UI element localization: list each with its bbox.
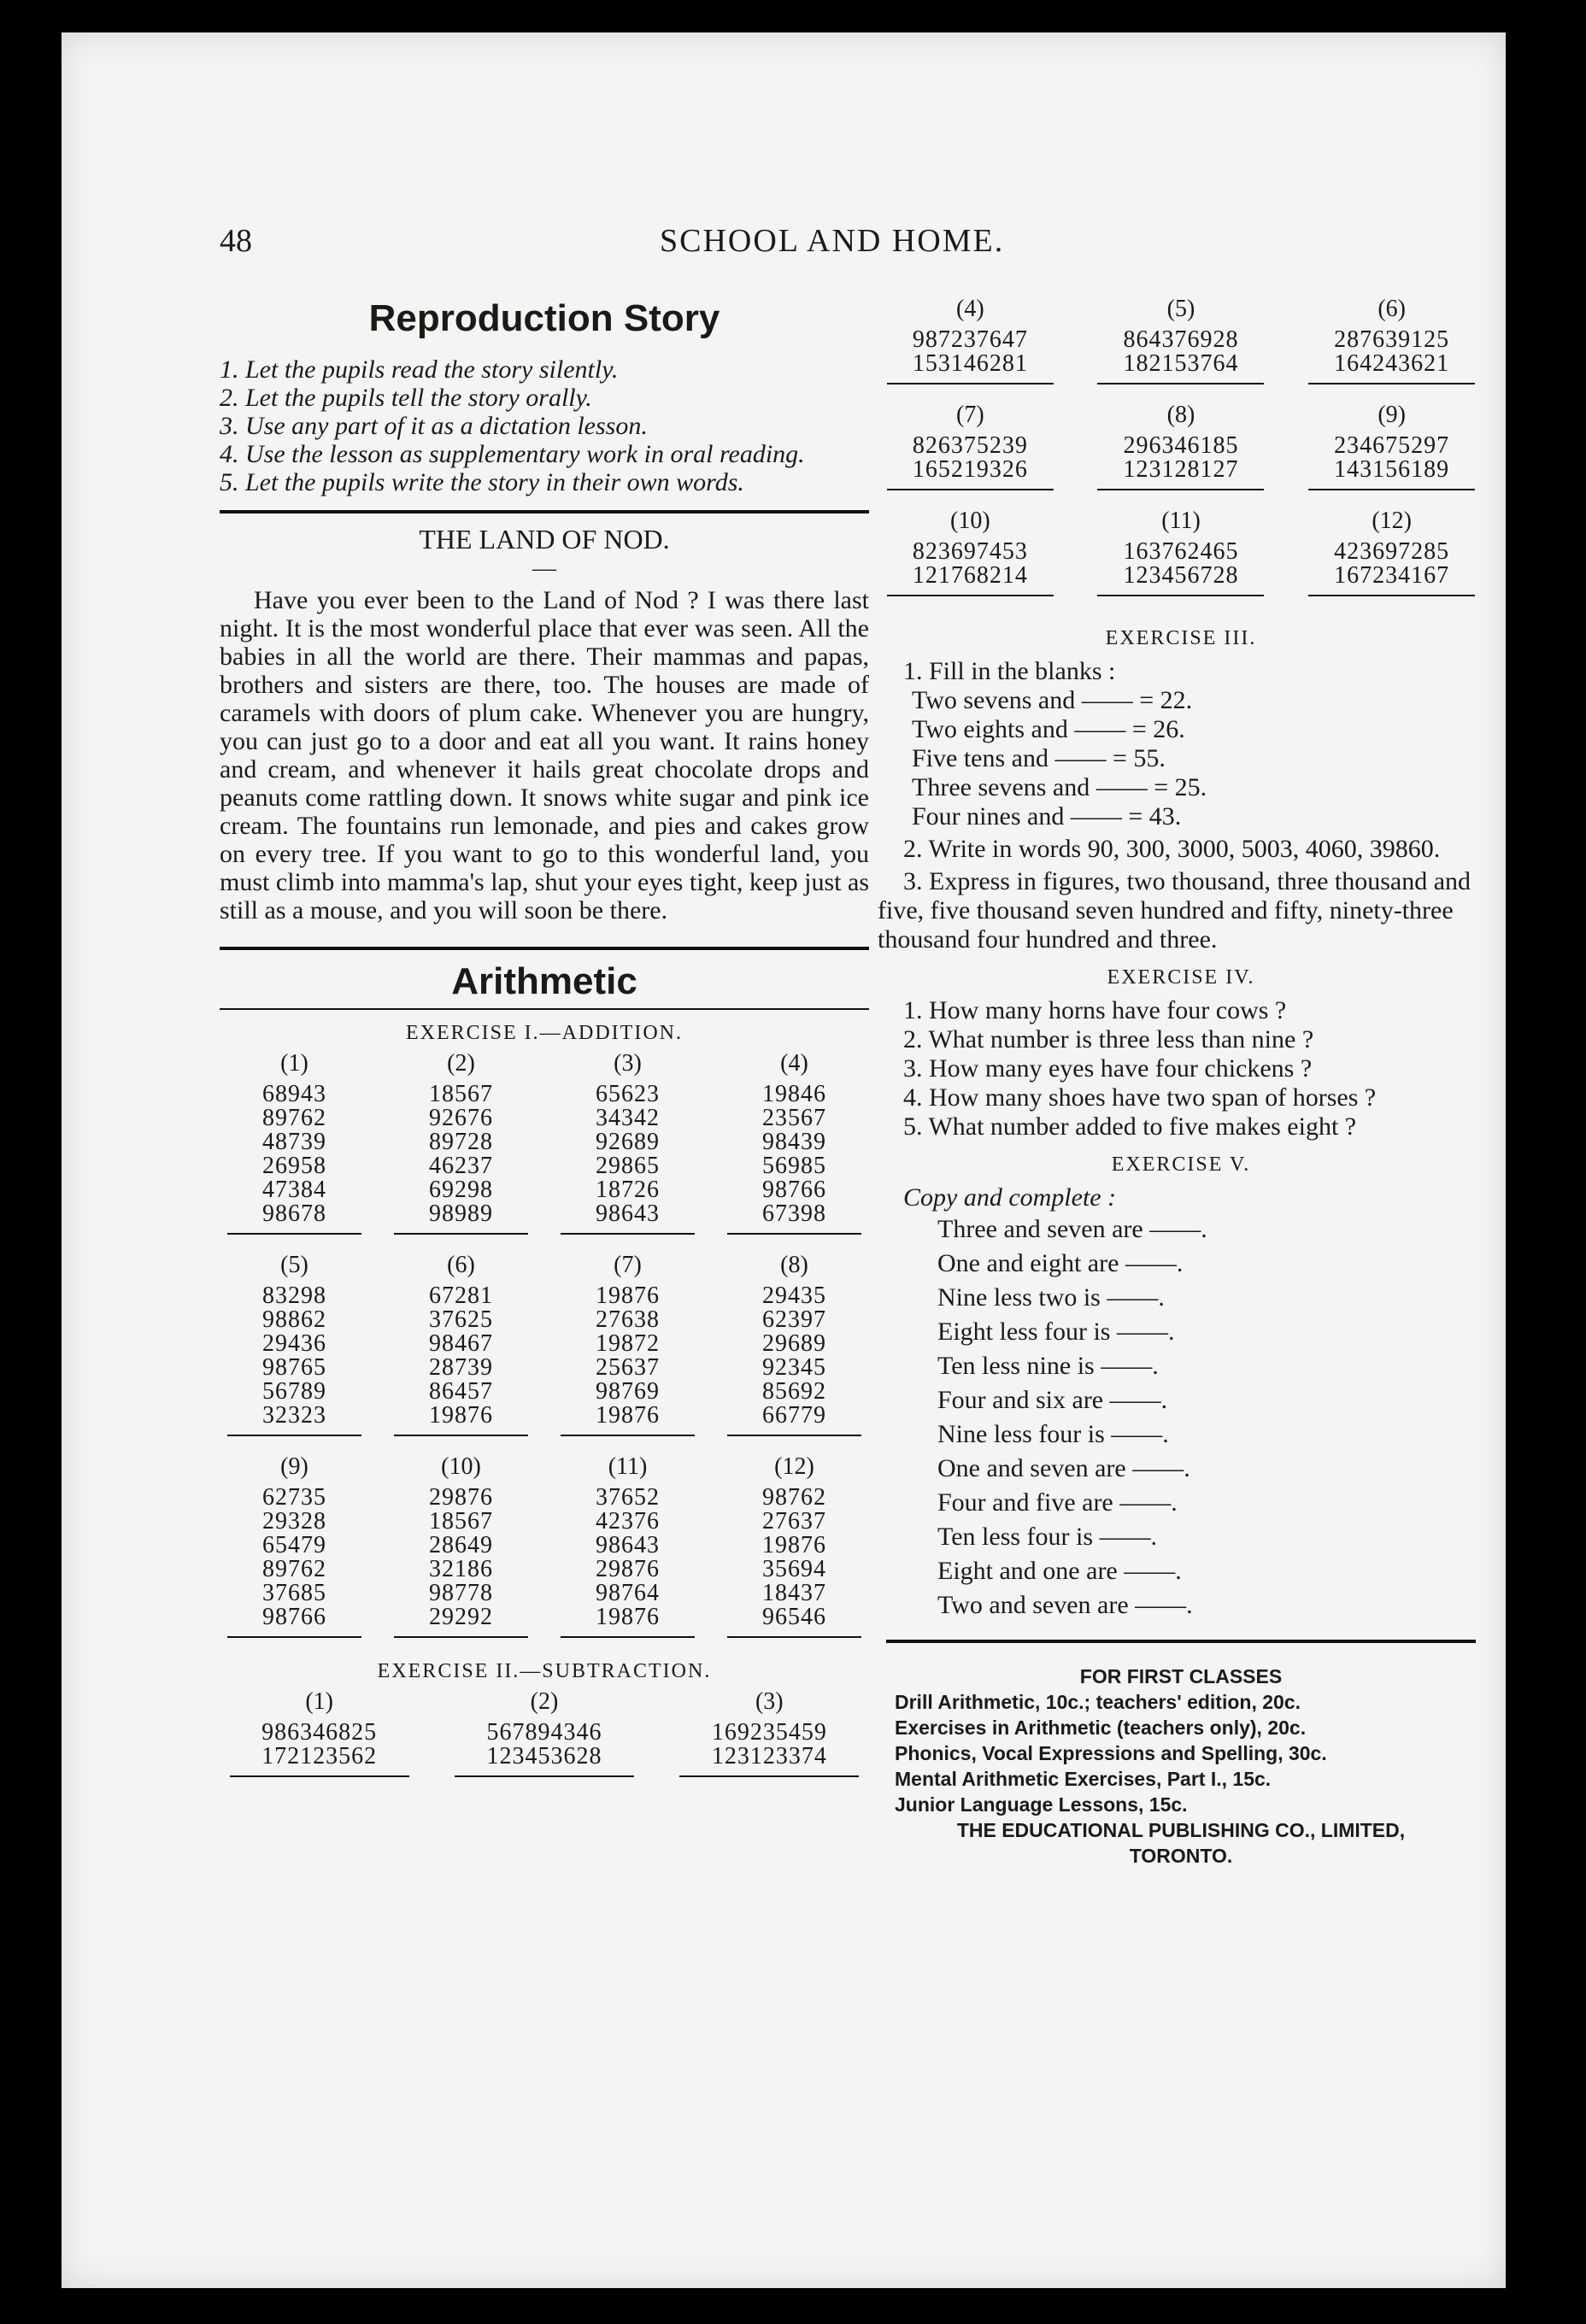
arithmetic-problem [878,403,1063,490]
problem-number: 98862 [262,1306,326,1333]
advert-line: Exercises in Arithmetic (teachers only), 20c. [895,1717,1307,1739]
instruction: 5. Let the pupils write the story in their own words. [220,468,744,496]
problem-number: 29689 [762,1330,826,1357]
sum-line [887,383,1054,384]
arithmetic-problem [220,1455,369,1638]
arithmetic-problem [386,1052,536,1235]
problem-number: 287639125 [1334,326,1450,353]
problem-number: 19876 [596,1282,660,1309]
right-column [878,297,1484,1869]
problem-number: 23567 [762,1105,826,1131]
problem-number: 234675297 [1334,432,1450,459]
arithmetic-problem [553,1052,702,1235]
sum-line [679,1775,859,1777]
problem-label: (9) [280,1453,308,1480]
story-title: THE LAND OF NOD. [419,524,670,555]
arithmetic-problem [553,1253,702,1436]
ex5-intro: Copy and complete : [903,1183,1117,1212]
problem-number: 98762 [762,1484,826,1511]
arithmetic-problem [1299,297,1484,384]
problem-number: 34342 [596,1105,660,1131]
question: 4. How many shoes have two span of horses ? [903,1083,1377,1112]
problem-number: 987237647 [912,326,1028,353]
problem-label: (6) [447,1252,475,1278]
problem-number: 121768214 [912,562,1028,589]
problem-label: (12) [1372,508,1412,534]
problem-label: (12) [774,1453,814,1480]
problem-number: 68943 [262,1081,326,1107]
divider [886,1640,1476,1643]
problem-number: 86457 [429,1378,493,1405]
copy-line: Nine less four is ——. [937,1420,1169,1448]
sum-line [227,1435,362,1436]
problem-number: 98467 [429,1330,493,1357]
problem-number: 37685 [262,1580,326,1606]
sum-line [887,595,1054,596]
problem-number: 42376 [596,1508,660,1535]
sum-line [1308,595,1475,596]
problem-number: 56985 [762,1153,826,1179]
problem-number: 153146281 [912,350,1028,377]
arithmetic-problem [553,1455,702,1638]
problem-number: 67398 [762,1200,826,1227]
problem-label: (8) [1166,402,1195,428]
problem-number: 19872 [596,1330,660,1357]
problem-number: 85692 [762,1378,826,1405]
sum-line [227,1636,362,1638]
sum-line [561,1435,696,1436]
arithmetic-problem [1299,509,1484,596]
blank-line: Two sevens and —— = 22. [912,686,1193,714]
problem-label: (2) [447,1050,475,1077]
arithmetic-problem [670,1690,869,1777]
problem-number: 89762 [262,1556,326,1582]
advert-line: Mental Arithmetic Exercises, Part I., 15c. [895,1768,1272,1790]
reproduction-title: Reproduction Story [368,297,720,339]
story-text: Have you ever been to the Land of Nod ? I was there last night. It is the most wonderful place that ever was seen. All the babies in all the world are there. Their mammas and papas, brothers and sisters are there, too. The houses are made of caramels with doors of plum cake. Whenever you are hungry, you can just go to a door and eat all you want. It rains honey and cream, and whenever it hails great chocolate drops and peanuts come rattling down. It snows white sugar and pink ice cream. The fountains run lemonade, and pies and cakes grow on every tree. If you want to go to this wonderful land, you must climb into mamma's lap, shut your eyes tight, keep just as still as a mouse, and you will soon be there. [220,586,869,924]
problem-number: 92689 [596,1129,660,1155]
problem-number: 123456728 [1123,562,1239,589]
problem-label: (7) [614,1252,642,1278]
sum-line [727,1636,862,1638]
copy-line: Four and six are ——. [937,1386,1168,1414]
subtraction-grid-right [878,297,1484,615]
problem-number: 18567 [429,1081,493,1107]
problem-number: 65479 [262,1532,326,1558]
problem-label: (6) [1377,296,1406,322]
problem-number: 29435 [762,1282,826,1309]
advert-city: TORONTO. [1129,1845,1233,1867]
problem-number: 826375239 [912,432,1028,459]
copy-line: Ten less nine is ——. [937,1352,1159,1380]
problem-number: 823697453 [912,538,1028,565]
problem-number: 67281 [429,1282,493,1309]
problem-number: 19876 [596,1402,660,1429]
problem-number: 98439 [762,1129,826,1155]
advert-lines [878,1689,1484,1817]
left-column [220,297,869,1796]
sum-line [1097,595,1264,596]
problem-number: 165219326 [912,456,1028,483]
ex4-list [878,996,1484,1141]
sum-line [1097,489,1264,490]
arithmetic-problem [220,1690,419,1777]
problem-number: 28739 [429,1354,493,1381]
blank-line: Five tens and —— = 55. [912,744,1166,772]
arithmetic-title: Arithmetic [451,960,637,1002]
problem-label: (5) [280,1252,308,1278]
sum-line [1308,383,1475,384]
arithmetic-problem [444,1690,643,1777]
problem-number: 92676 [429,1105,493,1131]
copy-line: Three and seven are ——. [937,1215,1207,1243]
sum-line [394,1636,529,1638]
problem-number: 32186 [429,1556,493,1582]
addition-grid [220,1052,869,1657]
arithmetic-problem [720,1052,869,1235]
problem-number: 98989 [429,1200,493,1227]
problem-label: (10) [441,1453,481,1480]
document-page [62,32,1506,2288]
reproduction-instructions [220,355,869,496]
problem-number: 18437 [762,1580,826,1606]
problem-number: 29876 [596,1556,660,1582]
arithmetic-problem [878,297,1063,384]
problem-label: (11) [1161,508,1201,534]
problem-number: 98765 [262,1354,326,1381]
problem-label: (8) [780,1252,808,1278]
arithmetic-problem [386,1253,536,1436]
exercise-1-title: EXERCISE I.—ADDITION. [406,1022,683,1044]
problem-number: 98766 [762,1177,826,1203]
problem-number: 96546 [762,1604,826,1630]
problem-number: 26958 [262,1153,326,1179]
sum-line [394,1233,529,1235]
problem-number: 98678 [262,1200,326,1227]
sum-line [227,1233,362,1235]
problem-number: 69298 [429,1177,493,1203]
problem-number: 123123374 [711,1743,827,1769]
problem-number: 28649 [429,1532,493,1558]
problem-number: 172123562 [261,1743,378,1769]
problem-number: 169235459 [711,1719,827,1746]
question: 2. What number is three less than nine ? [903,1025,1314,1053]
question: 5. What number added to five makes eight ? [903,1112,1357,1141]
problem-label: (1) [280,1050,308,1077]
problem-label: (10) [950,508,990,534]
problem-number: 47384 [262,1177,326,1203]
sum-line [561,1233,696,1235]
problem-number: 98778 [429,1580,493,1606]
problem-number: 65623 [596,1081,660,1107]
problem-number: 163762465 [1123,538,1239,565]
advertisement [878,1664,1484,1869]
question: 1. How many horns have four cows ? [903,996,1287,1024]
problem-number: 18567 [429,1508,493,1535]
problem-label: (11) [608,1453,648,1480]
divider [220,1008,869,1010]
problem-number: 89762 [262,1105,326,1131]
problem-number: 19876 [596,1604,660,1630]
problem-number: 167234167 [1334,562,1450,589]
arithmetic-problem [220,1253,369,1436]
problem-number: 27638 [596,1306,660,1333]
problem-label: (2) [530,1688,559,1715]
exercise-2-title: EXERCISE II.—SUBTRACTION. [377,1660,712,1682]
ex3-q3: 3. Express in figures, two thousand, three thousand and five, five thousand seven hundred and fifty, ninety-three thousand four hundred and three. [878,867,1471,954]
advert-line: Drill Arithmetic, 10c.; teachers' edition, 20c. [895,1691,1301,1713]
problem-label: (5) [1166,296,1195,322]
arithmetic-problem [1089,297,1274,384]
problem-number: 19846 [762,1081,826,1107]
problem-number: 46237 [429,1153,493,1179]
problem-number: 123453628 [486,1743,602,1769]
copy-line: Eight and one are ——. [937,1557,1182,1585]
problem-number: 35694 [762,1556,826,1582]
problem-number: 37625 [429,1306,493,1333]
sum-line [727,1233,862,1235]
problem-number: 32323 [262,1402,326,1429]
arithmetic-problem [720,1253,869,1436]
problem-number: 92345 [762,1354,826,1381]
problem-label: (3) [755,1688,784,1715]
sum-line [455,1775,634,1777]
problem-number: 567894346 [486,1719,602,1746]
page-number: 48 [220,223,252,259]
ex3-q1: 1. Fill in the blanks : [903,657,1116,685]
problem-number: 164243621 [1334,350,1450,377]
arithmetic-problem [386,1455,536,1638]
page-header [62,222,1506,273]
sum-line [394,1435,529,1436]
problem-number: 19876 [762,1532,826,1558]
problem-number: 98643 [596,1532,660,1558]
problem-number: 143156189 [1334,456,1450,483]
copy-line: One and seven are ——. [937,1454,1190,1482]
problem-number: 98764 [596,1580,660,1606]
problem-number: 29328 [262,1508,326,1535]
sum-line [230,1775,409,1777]
instruction: 4. Use the lesson as supplementary work in oral reading. [220,440,805,468]
ex5-list [878,1212,1484,1623]
instruction: 2. Let the pupils tell the story orally. [220,384,592,412]
sum-line [1097,383,1264,384]
running-title: SCHOOL AND HOME. [660,223,1005,259]
copy-line: Two and seven are ——. [937,1591,1193,1619]
problem-number: 29292 [429,1604,493,1630]
advert-line: Phonics, Vocal Expressions and Spelling, 30c. [895,1742,1327,1764]
sum-line [561,1636,696,1638]
arithmetic-problem [1299,403,1484,490]
advert-publisher: THE EDUCATIONAL PUBLISHING CO., LIMITED, [956,1819,1406,1841]
divider [220,510,869,514]
problem-number: 66779 [762,1402,826,1429]
problem-number: 98766 [262,1604,326,1630]
problem-number: 864376928 [1123,326,1239,353]
problem-number: 83298 [262,1282,326,1309]
problem-number: 123128127 [1123,456,1239,483]
sum-line [887,489,1054,490]
sum-line [1308,489,1475,490]
question: 3. How many eyes have four chickens ? [903,1054,1313,1083]
advert-line: Junior Language Lessons, 15c. [895,1793,1188,1816]
problem-number: 25637 [596,1354,660,1381]
arithmetic-problem [220,1052,369,1235]
problem-label: (3) [614,1050,642,1077]
exercise-3-title: EXERCISE III. [1105,627,1257,649]
copy-line: One and eight are ——. [937,1249,1184,1277]
problem-label: (4) [956,296,984,322]
problem-number: 48739 [262,1129,326,1155]
subtraction-grid-left [220,1690,869,1796]
exercise-4-title: EXERCISE IV. [1107,966,1255,989]
problem-label: (4) [780,1050,808,1077]
dash-divider: — [532,555,556,582]
blank-line: Three sevens and —— = 25. [912,773,1207,801]
problem-number: 98643 [596,1200,660,1227]
blank-line: Four nines and —— = 43. [912,802,1182,830]
arithmetic-problem [1089,403,1274,490]
copy-line: Four and five are ——. [937,1488,1178,1517]
copy-line: Nine less two is ——. [937,1283,1165,1312]
problem-number: 62735 [262,1484,326,1511]
problem-number: 29436 [262,1330,326,1357]
arithmetic-problem [878,509,1063,596]
problem-number: 986346825 [261,1719,378,1746]
ex3-q2: 2. Write in words 90, 300, 3000, 5003, 4060, 39860. [903,835,1441,863]
instruction: 3. Use any part of it as a dictation lesson. [220,412,648,440]
ex3-blanks [878,686,1484,831]
problem-number: 37652 [596,1484,660,1511]
problem-number: 56789 [262,1378,326,1405]
arithmetic-problem [720,1455,869,1638]
divider [220,947,869,950]
problem-number: 182153764 [1123,350,1239,377]
instruction: 1. Let the pupils read the story silently. [220,355,619,384]
problem-number: 19876 [429,1402,493,1429]
blank-line: Two eights and —— = 26. [912,715,1185,743]
sum-line [727,1435,862,1436]
problem-label: (7) [956,402,984,428]
problem-number: 296346185 [1123,432,1239,459]
problem-number: 18726 [596,1177,660,1203]
problem-number: 89728 [429,1129,493,1155]
problem-number: 27637 [762,1508,826,1535]
problem-label: (1) [305,1688,333,1715]
copy-line: Ten less four is ——. [937,1523,1158,1551]
copy-line: Eight less four is ——. [937,1318,1175,1346]
problem-number: 29865 [596,1153,660,1179]
problem-label: (9) [1377,402,1406,428]
problem-number: 423697285 [1334,538,1450,565]
problem-number: 29876 [429,1484,493,1511]
exercise-5-title: EXERCISE V. [1111,1153,1251,1176]
problem-number: 62397 [762,1306,826,1333]
problem-number: 98769 [596,1378,660,1405]
arithmetic-problem [1089,509,1274,596]
advert-title: FOR FIRST CLASSES [1079,1665,1283,1687]
